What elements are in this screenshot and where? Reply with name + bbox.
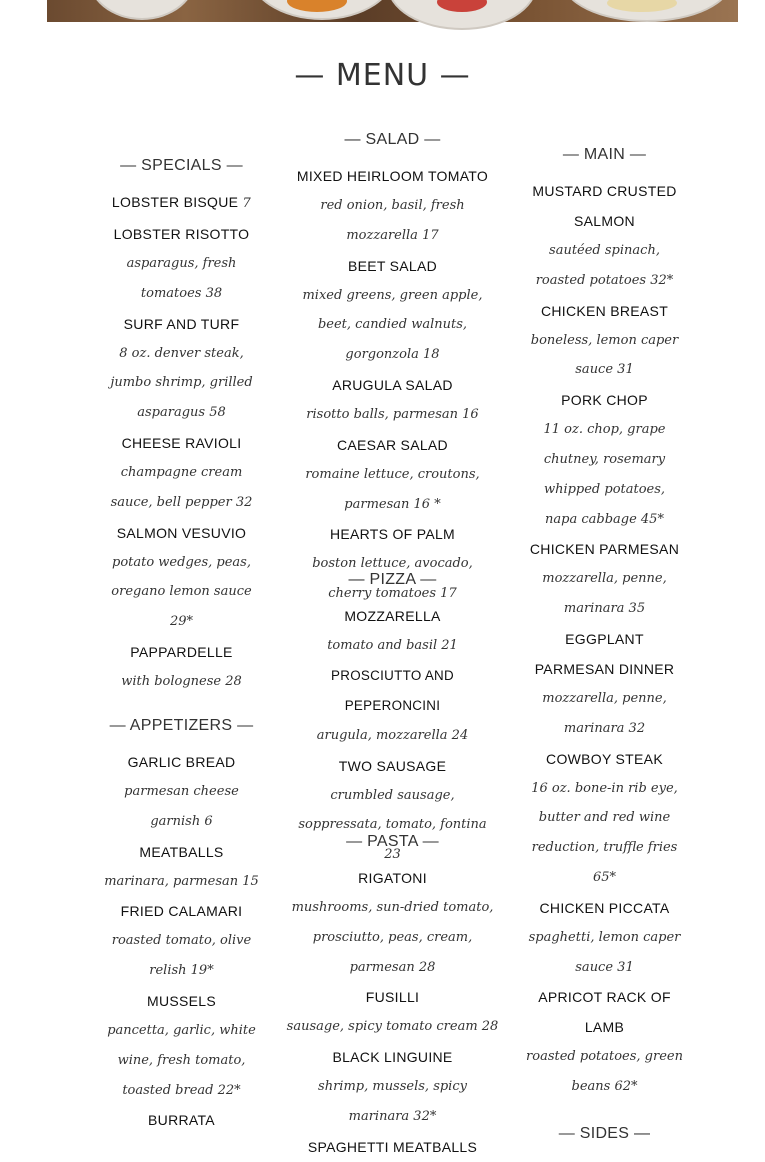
menu-item-desc: boston lettuce, avocado, cherry tomatoes 17 [312,556,473,602]
menu-item-desc: with bolognese 28 [121,673,242,689]
menu-item-name: CHICKEN PICCATA [539,899,670,916]
menu-item-desc: 16 oz. bone-in rib eye, butter and red wine reduction, truffle fries 65* [531,780,678,885]
menu-item-name: MIXED HEIRLOOM TOMATO [296,168,489,184]
main-section [526,144,683,1102]
menu-item-desc: pancetta, garlic, white wine, fresh tomato, toasted bread 22* [107,1022,256,1098]
appetizers-section [103,715,260,1135]
section-heading-sides: — SIDES — [558,1125,651,1142]
menu-item-desc: asparagus, fresh tomatoes 38 [126,256,237,301]
menu-item-desc: red onion, basil, fresh mozzarella 17 [320,198,465,243]
menu-item-name: PAPPARDELLE [130,643,233,660]
menu-item-desc: mushrooms, sun-dried tomato, prosciutto, peas, cream, parmesan 28 [291,900,494,975]
menu-item-name: CHEESE RAVIOLI [121,434,242,451]
menu-item-desc: sausage, spicy tomato cream 28 [286,1019,499,1035]
section-heading-salad: — SALAD — [344,131,441,148]
menu-item-name: TWO SAUSAGE [338,757,447,774]
menu-item-price: 7 [242,196,252,211]
menu-item-name: SURF AND TURF [123,315,240,332]
menu-item-name: PROSCIUTTO AND PEPERONCINI [331,667,454,713]
menu-item-name: MOZZARELLA [344,608,441,624]
menu-title: — MENU — [294,58,471,93]
menu-item-name: FRIED CALAMARI [120,903,243,920]
menu-item-desc: potato wedges, peas, oregano lemon sauce 29* [111,554,252,630]
menu-item-desc: roasted potatoes, green beans 62* [526,1049,683,1095]
menu-item-name: PORK CHOP [561,392,648,409]
menu-item-name: RIGATONI [358,870,427,886]
menu-item-name: HEARTS OF PALM [329,526,456,543]
menu-item-desc: boneless, lemon caper sauce 31 [530,332,679,378]
salad-section [285,129,500,609]
menu-item-name: CHICKEN PARMESAN [529,541,680,558]
menu-item-name: LOBSTER RISOTTO [113,226,250,242]
section-heading-specials: — SPECIALS — [120,157,243,174]
pizza-section [285,569,500,870]
menu-item-name: GARLIC BREAD [127,754,236,770]
menu-item-name: SALMON VESUVIO [116,524,247,541]
menu-item-name: MUSTARD CRUSTED SALMON [532,183,677,229]
menu-item-name: ARUGULA SALAD [332,376,453,393]
menu-item-name: MUSSELS [146,992,216,1009]
pasta-section [285,831,500,1162]
section-heading-appetizers: — APPETIZERS — [109,717,254,734]
menu-item-desc: romaine lettuce, croutons, parmesan 16 * [305,466,480,512]
menu-item-desc: tomato and basil 21 [327,638,458,653]
plate-graphic [87,0,197,20]
menu-item-name: SPAGHETTI MEATBALLS [307,1138,478,1155]
section-heading-pasta: — PASTA — [346,833,439,850]
menu-item-desc: crumbled sausage, soppressata, tomato, fontina 23 [298,787,487,863]
menu-item-desc: risotto balls, parmesan 16 [306,406,479,422]
menu-item-desc: shrimp, mussels, spicy marinara 32* [318,1079,467,1124]
menu-item-name: BURRATA [148,1112,215,1129]
menu-item-name: MEATBALLS [139,843,224,860]
sides-section [526,1123,683,1145]
menu-item-desc: 11 oz. chop, grape chutney, rosemary whipped potatoes, napa cabbage 45* [543,422,666,527]
menu-item-name: COWBOY STEAK [546,750,663,767]
menu-item-name: EGGPLANT PARMESAN DINNER [534,630,675,677]
menu-item-desc: sautéed spinach, roasted potatoes 32* [535,243,674,288]
hero-food-photo [47,0,738,22]
menu-item-desc: 8 oz. denver steak, jumbo shrimp, grilled asparagus 58 [110,345,253,421]
menu-item-name: APRICOT RACK OF LAMB [538,989,671,1036]
menu-item-desc: mozzarella, penne, marinara 35 [542,571,667,617]
menu-item-desc: mozzarella, penne, marinara 32 [542,690,667,736]
menu-item-desc: arugula, mozzarella 24 [316,727,469,743]
menu-item-desc: champagne cream sauce, bell pepper 32 [110,464,253,510]
menu-item-desc: roasted tomato, olive relish 19* [111,933,252,979]
menu-item-name: LOBSTER BISQUE 7 [111,194,252,211]
section-heading-pizza: — PIZZA — [348,571,437,588]
menu-item-name: BEET SALAD [347,257,438,274]
menu-item-desc: spaghetti, lemon caper sauce 31 [528,929,681,975]
menu-item-name: FUSILLI [365,989,420,1006]
menu-item-name: CHICKEN BREAST [540,302,669,319]
section-heading-main: — MAIN — [562,146,647,163]
menu-item-desc: parmesan cheese garnish 6 [124,784,239,829]
menu-item-name: BLACK LINGUINE [332,1049,453,1066]
menu-item-desc: marinara, parmesan 15 [104,873,259,889]
menu-item-name: CAESAR SALAD [337,436,448,453]
specials-section [103,155,260,697]
menu-item-desc: mixed greens, green apple, beet, candied walnuts, gorgonzola 18 [302,287,483,363]
